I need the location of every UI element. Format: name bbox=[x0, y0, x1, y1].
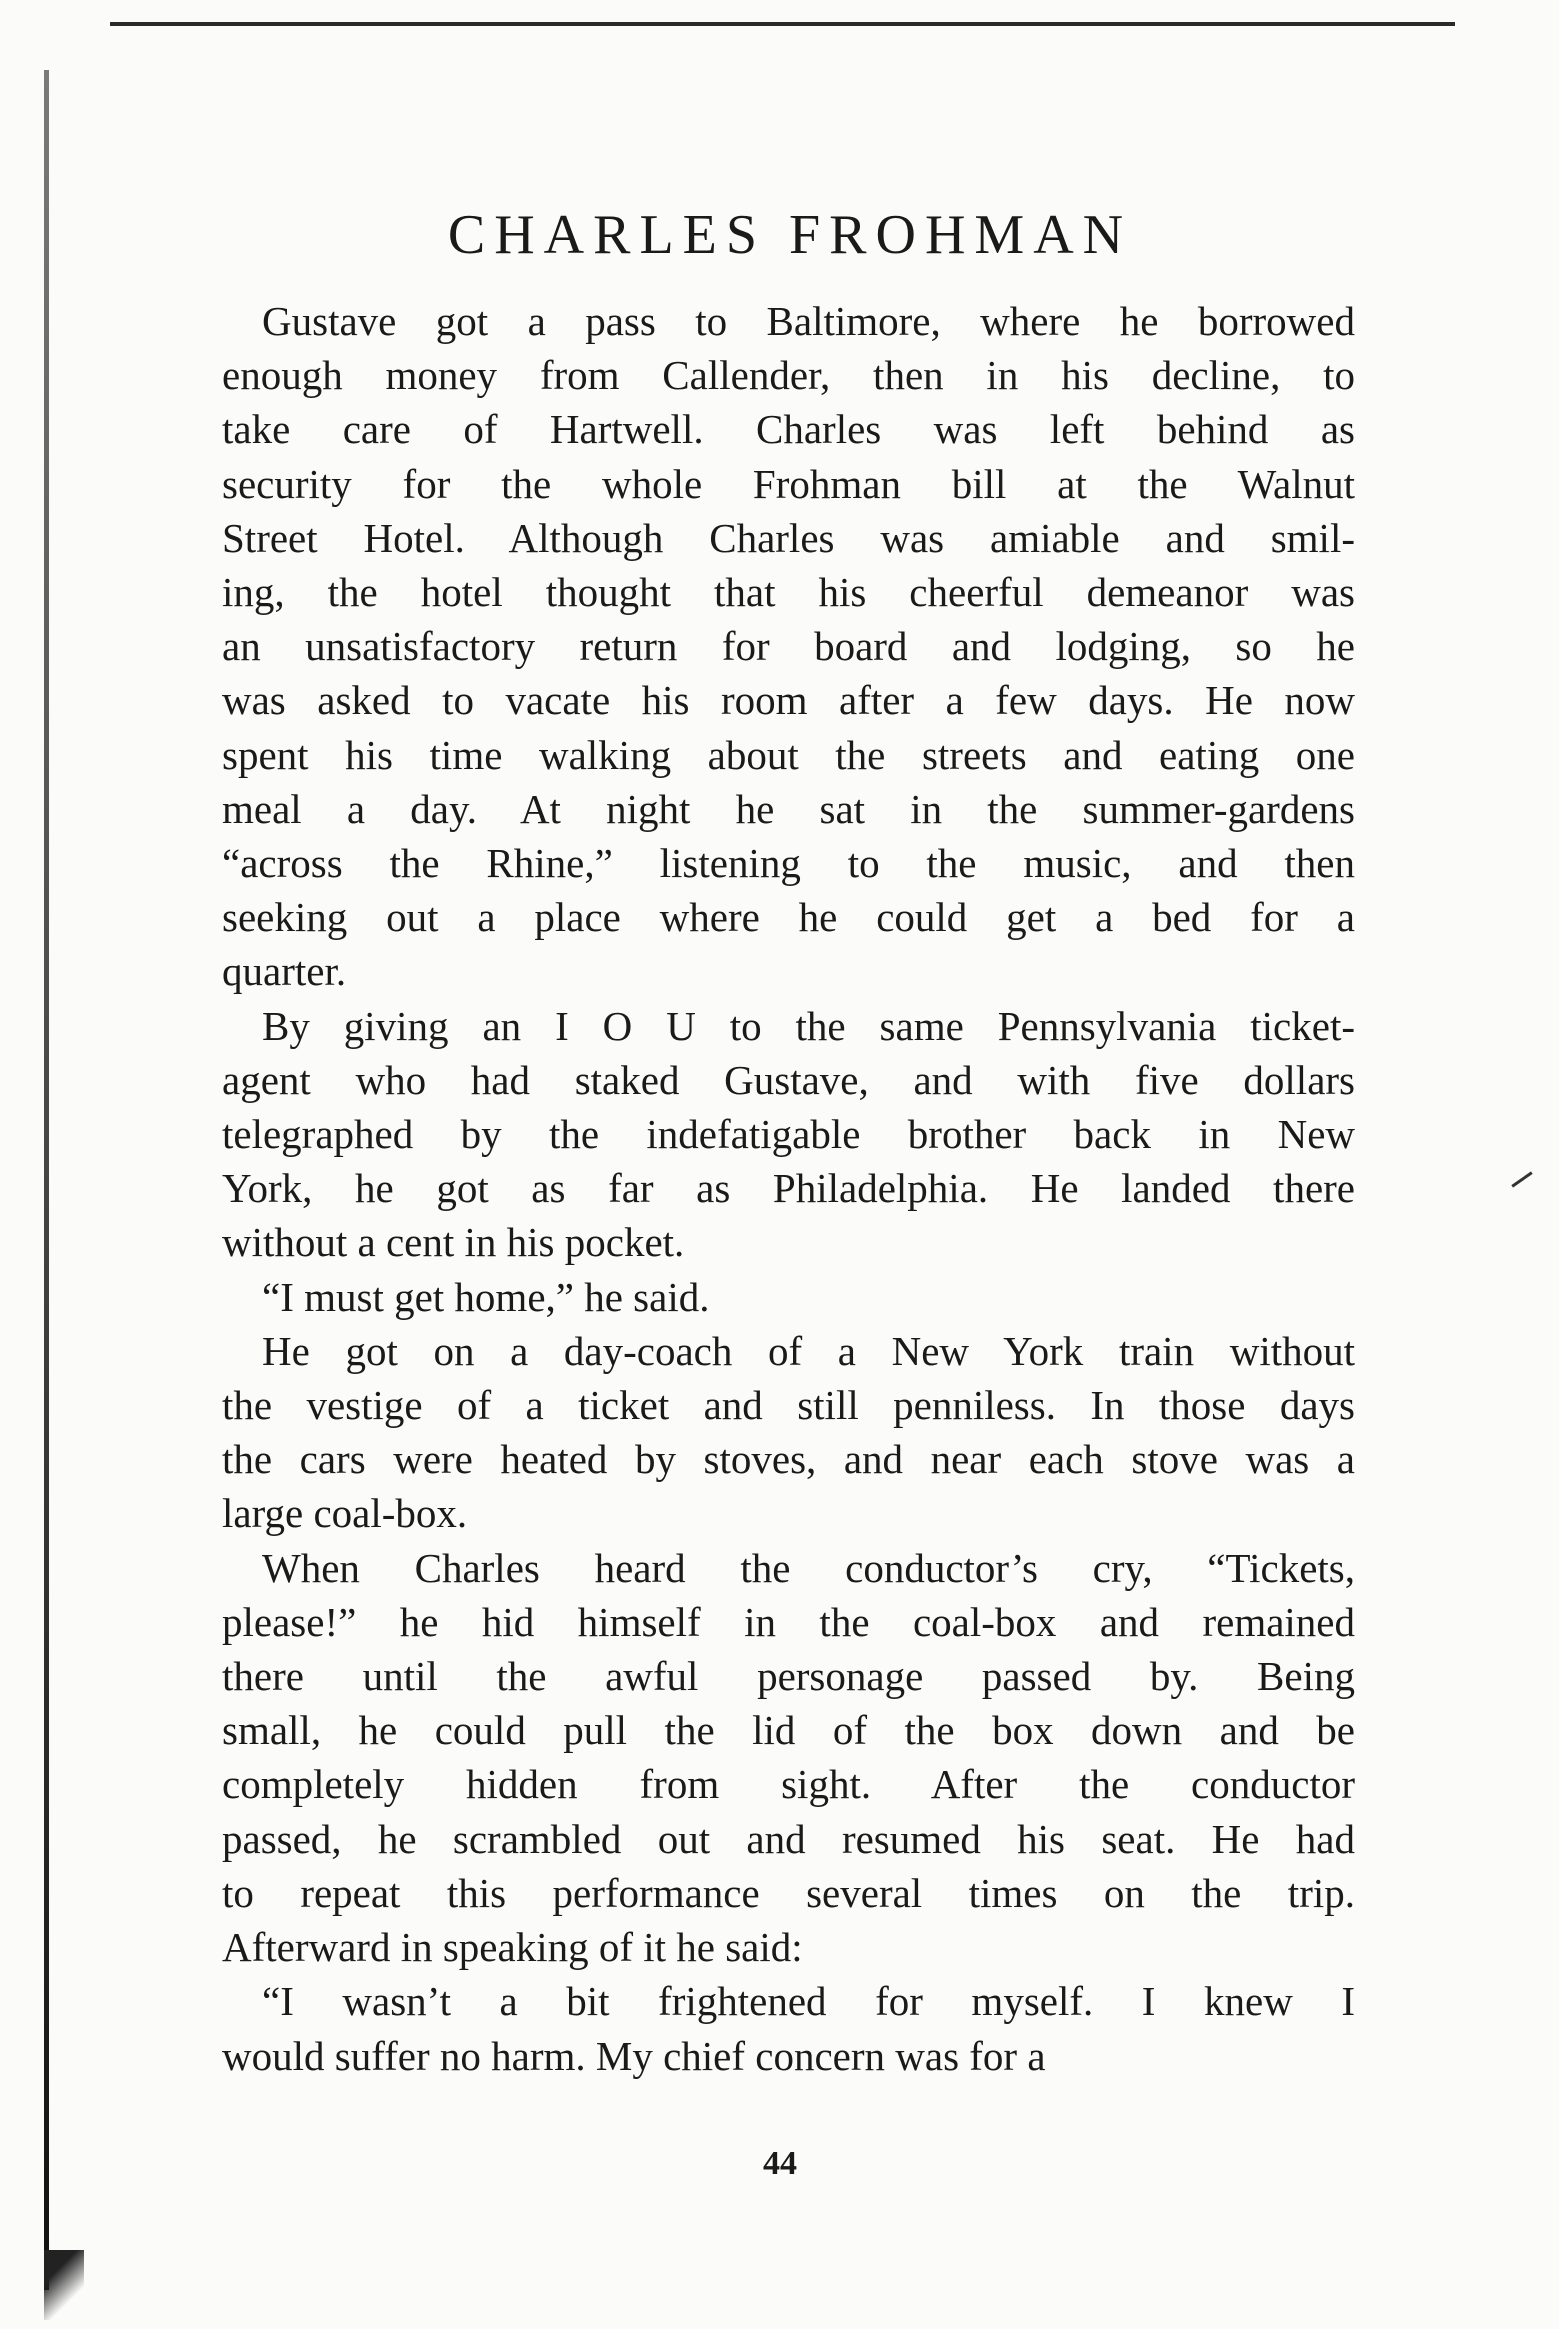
text-line: an unsatisfactory return for board and lodging, so he bbox=[222, 623, 1355, 670]
text-line: seeking out a place where he could get a bed for a bbox=[222, 894, 1355, 941]
text-line: large coal-box. bbox=[222, 1490, 468, 1537]
page-edge-shadow bbox=[44, 70, 49, 2290]
paragraph bbox=[222, 1270, 1355, 1324]
text-line: quarter. bbox=[222, 948, 347, 995]
text-line: passed, he scrambled out and resumed his seat. He had bbox=[222, 1815, 1355, 1862]
text-line: security for the whole Frohman bill at the Walnut bbox=[222, 460, 1355, 507]
text-line: there until the awful personage passed by. Being bbox=[222, 1653, 1355, 1700]
text-line: Street Hotel. Although Charles was amiable and smil- bbox=[222, 514, 1355, 561]
page-number: 44 bbox=[763, 2145, 797, 2182]
text-line: ing, the hotel thought that his cheerful demeanor was bbox=[222, 569, 1355, 616]
text-line: the cars were heated by stoves, and near each stove was a bbox=[222, 1436, 1355, 1483]
text-line: was asked to vacate his room after a few days. He now bbox=[222, 677, 1355, 724]
text-line: small, he could pull the lid of the box down and be bbox=[222, 1707, 1355, 1754]
text-line: completely hidden from sight. After the conductor bbox=[222, 1761, 1355, 1808]
text-line: agent who had staked Gustave, and with five dollars bbox=[222, 1056, 1355, 1103]
text-line: take care of Hartwell. Charles was left behind as bbox=[222, 406, 1355, 453]
paragraph bbox=[222, 999, 1355, 1270]
paragraph bbox=[222, 1541, 1355, 1975]
text-line: please!” he hid himself in the coal-box and remained bbox=[222, 1598, 1355, 1645]
text-line: “I must get home,” he said. bbox=[262, 1273, 710, 1320]
body-text bbox=[222, 294, 1355, 2083]
text-line: to repeat this performance several times on the trip. bbox=[222, 1869, 1355, 1916]
paragraph bbox=[222, 1974, 1355, 2082]
paragraph bbox=[222, 1324, 1355, 1541]
text-line: telegraphed by the indefatigable brother back in New bbox=[222, 1111, 1355, 1158]
text-line: When Charles heard the conductor’s cry, “Tickets, bbox=[262, 1544, 1355, 1591]
text-line: “across the Rhine,” listening to the music, and then bbox=[222, 840, 1355, 887]
text-line: “I wasn’t a bit frightened for myself. I knew I bbox=[262, 1978, 1355, 2025]
text-line: the vestige of a ticket and still penniless. In those days bbox=[222, 1382, 1355, 1429]
text-line: By giving an I O U to the same Pennsylvania ticket- bbox=[262, 1002, 1355, 1049]
text-line: spent his time walking about the streets and eating one bbox=[222, 731, 1355, 778]
margin-mark bbox=[1511, 1171, 1532, 1187]
text-line: without a cent in his pocket. bbox=[222, 1219, 685, 1266]
text-line: York, he got as far as Philadelphia. He landed there bbox=[222, 1165, 1355, 1212]
text-line: Afterward in speaking of it he said: bbox=[222, 1924, 803, 1971]
paragraph bbox=[222, 294, 1355, 999]
text-line: meal a day. At night he sat in the summer-gardens bbox=[222, 785, 1355, 832]
text-line: enough money from Callender, then in his decline, to bbox=[222, 352, 1355, 399]
text-line: would suffer no harm. My chief concern was for a bbox=[222, 2032, 1046, 2079]
top-rule bbox=[110, 22, 1455, 26]
text-line: He got on a day-coach of a New York train without bbox=[262, 1327, 1355, 1374]
page-edge-corner bbox=[44, 2250, 84, 2320]
running-head: CHARLES FROHMAN bbox=[447, 204, 1133, 266]
text-line: Gustave got a pass to Baltimore, where he borrowed bbox=[262, 298, 1355, 344]
